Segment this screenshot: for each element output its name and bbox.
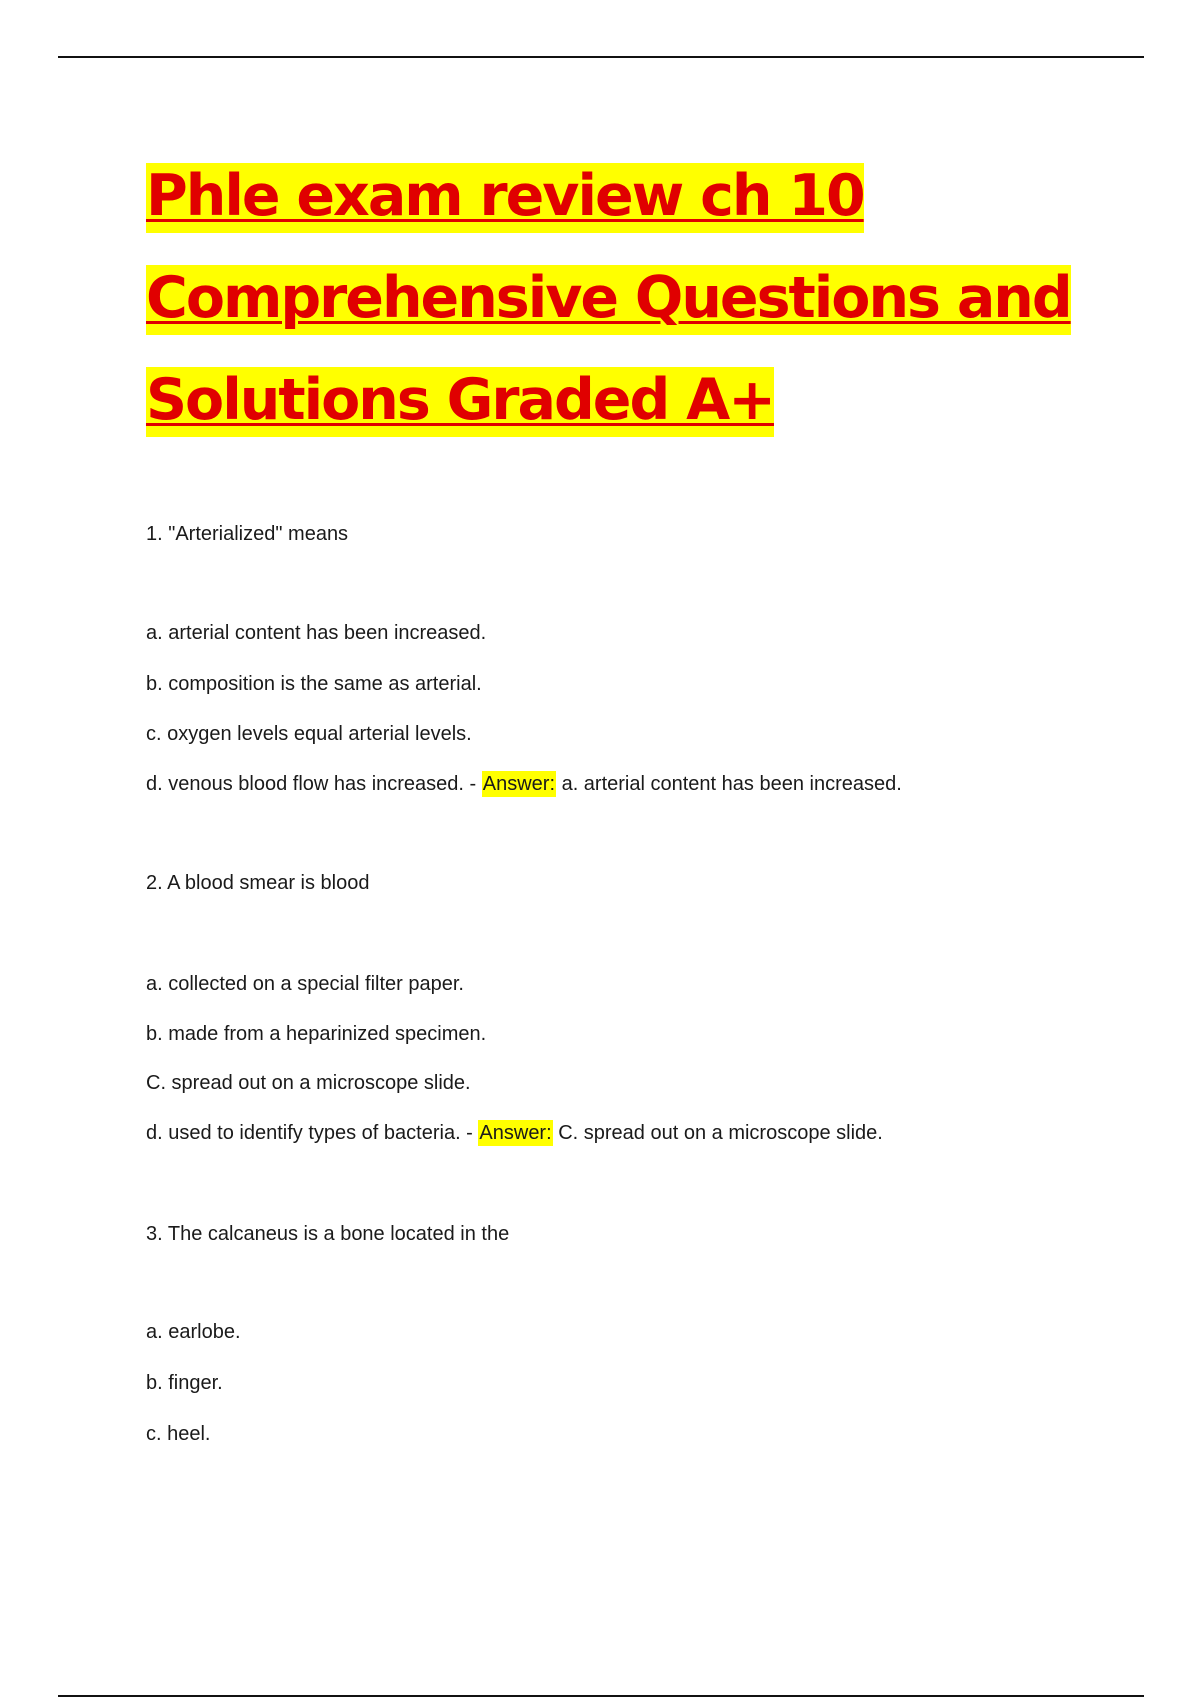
question-1-option-a: a. arterial content has been increased. — [146, 622, 487, 644]
top-rule — [58, 56, 1144, 58]
question-2-prompt: 2. A blood smear is blood — [146, 872, 370, 894]
title-line-2: Comprehensive Questions and — [146, 247, 1106, 349]
question-2-answer-label: Answer: — [479, 1122, 552, 1144]
question-2-answer-text: C. spread out on a microscope slide. — [552, 1122, 883, 1144]
question-1-prompt: 1. "Arterialized" means — [146, 523, 349, 545]
document-title — [146, 145, 1106, 451]
question-1-option-d-text: d. venous blood flow has increased. - — [146, 773, 482, 795]
question-2-option-c: C. spread out on a microscope slide. — [146, 1072, 471, 1094]
question-1-option-d — [146, 770, 902, 798]
question-3-prompt: 3. The calcaneus is a bone located in the — [146, 1223, 510, 1245]
title-line-3: Solutions Graded A+ — [146, 349, 1106, 451]
question-3-option-b: b. finger. — [146, 1372, 223, 1394]
question-1-option-b: b. composition is the same as arterial. — [146, 673, 482, 695]
bottom-rule — [58, 1695, 1144, 1697]
question-3-option-a: a. earlobe. — [146, 1321, 241, 1343]
question-1-answer-label: Answer: — [482, 773, 556, 795]
question-1-option-c: c. oxygen levels equal arterial levels. — [146, 723, 472, 745]
title-line-1: Phle exam review ch 10 — [146, 145, 1106, 247]
question-3-option-c: c. heel. — [146, 1423, 211, 1445]
question-2-option-d — [146, 1119, 883, 1147]
question-2-option-a: a. collected on a special filter paper. — [146, 973, 464, 995]
question-1-answer-text: a. arterial content has been increased. — [556, 773, 902, 795]
question-2-option-b: b. made from a heparinized specimen. — [146, 1023, 487, 1045]
question-2-option-d-text: d. used to identify types of bacteria. - — [146, 1122, 479, 1144]
